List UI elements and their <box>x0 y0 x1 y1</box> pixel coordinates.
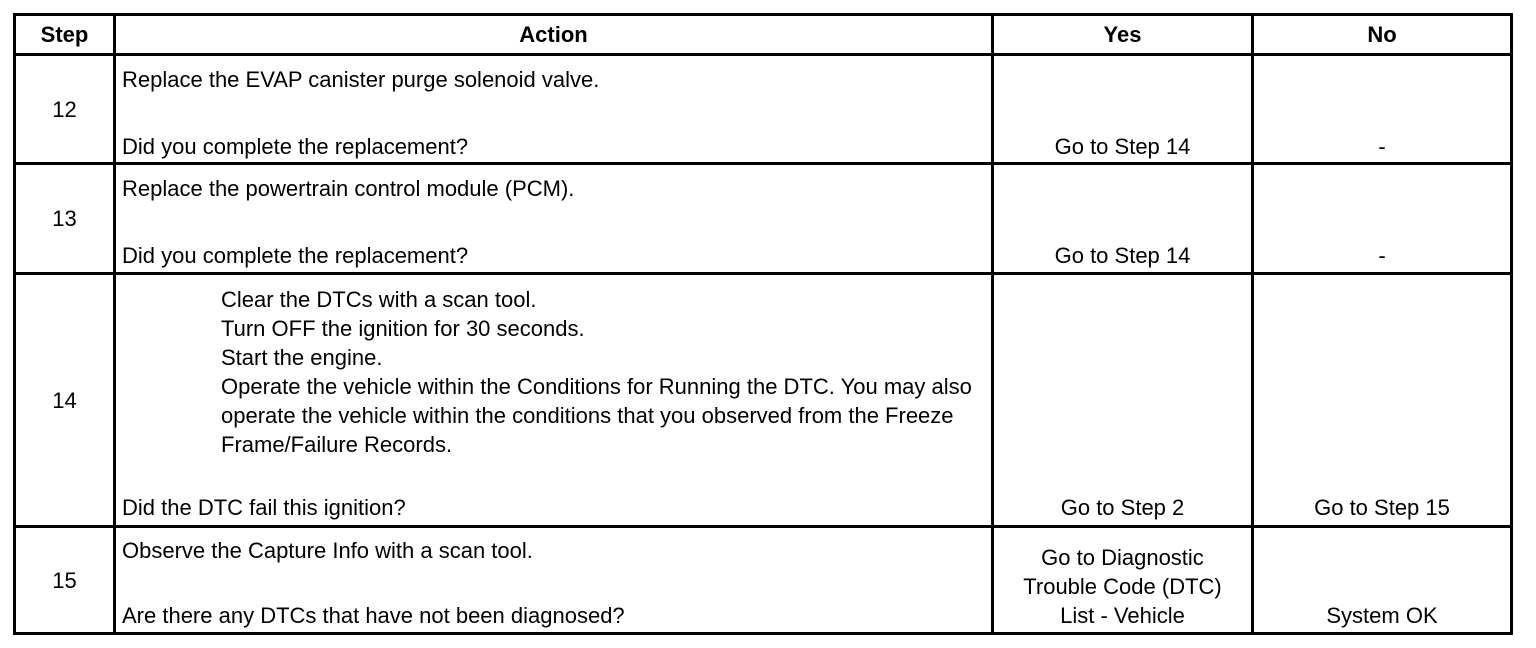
table-row-no <box>1254 528 1510 632</box>
table-row-action <box>116 275 991 525</box>
table-row-yes <box>994 528 1251 632</box>
action-step: Start the engine. <box>221 345 383 370</box>
yes-result-line: List - Vehicle <box>1060 603 1185 628</box>
action-question: Did the DTC fail this ignition? <box>122 495 406 520</box>
action-instruction: Observe the Capture Info with a scan tool. <box>122 538 533 563</box>
table-row-action <box>116 56 991 162</box>
yes-result: Go to Step 2 <box>1060 495 1185 520</box>
header-step: Step <box>40 22 89 47</box>
header-yes: Yes <box>1103 22 1142 47</box>
action-question: Did you complete the replacement? <box>122 134 469 159</box>
diagnostic-table <box>13 13 1513 635</box>
table-row-step: 15 <box>52 567 77 593</box>
header-no: No <box>1367 22 1397 47</box>
action-instruction: Replace the EVAP canister purge solenoid valve. <box>122 67 600 92</box>
yes-result-line: Trouble Code (DTC) <box>1023 574 1222 599</box>
table-row-action <box>116 165 991 272</box>
no-result: Go to Step 15 <box>1314 495 1450 520</box>
yes-result-line: Go to Diagnostic <box>1041 545 1204 570</box>
table-row-yes <box>994 56 1251 162</box>
table-row-action <box>116 528 991 632</box>
action-question: Did you complete the replacement? <box>122 243 469 268</box>
header-action: Action <box>519 22 588 47</box>
action-step: Operate the vehicle within the Conditions for Running the DTC. You may also operate the vehicle within the conditions that you observed from the Freeze Frame/Failure Records. <box>221 374 972 457</box>
no-result: - <box>1378 134 1386 159</box>
no-result: - <box>1378 243 1386 268</box>
table-row-step: 12 <box>52 96 77 122</box>
action-step-list <box>221 285 1001 459</box>
table-row-yes <box>994 165 1251 272</box>
no-result: System OK <box>1326 603 1438 628</box>
table-row-yes <box>994 275 1251 525</box>
yes-result: Go to Step 14 <box>1054 243 1191 268</box>
action-instruction: Replace the powertrain control module (PCM). <box>122 176 575 201</box>
action-step: Turn OFF the ignition for 30 seconds. <box>221 316 585 341</box>
table-row-no <box>1254 275 1510 525</box>
table-row-no <box>1254 56 1510 162</box>
table-row-step: 14 <box>52 387 77 413</box>
action-step: Clear the DTCs with a scan tool. <box>221 287 537 312</box>
table-row-step: 13 <box>52 206 77 231</box>
table-row-no <box>1254 165 1510 272</box>
action-question: Are there any DTCs that have not been diagnosed? <box>122 603 625 628</box>
yes-result: Go to Step 14 <box>1054 134 1191 159</box>
